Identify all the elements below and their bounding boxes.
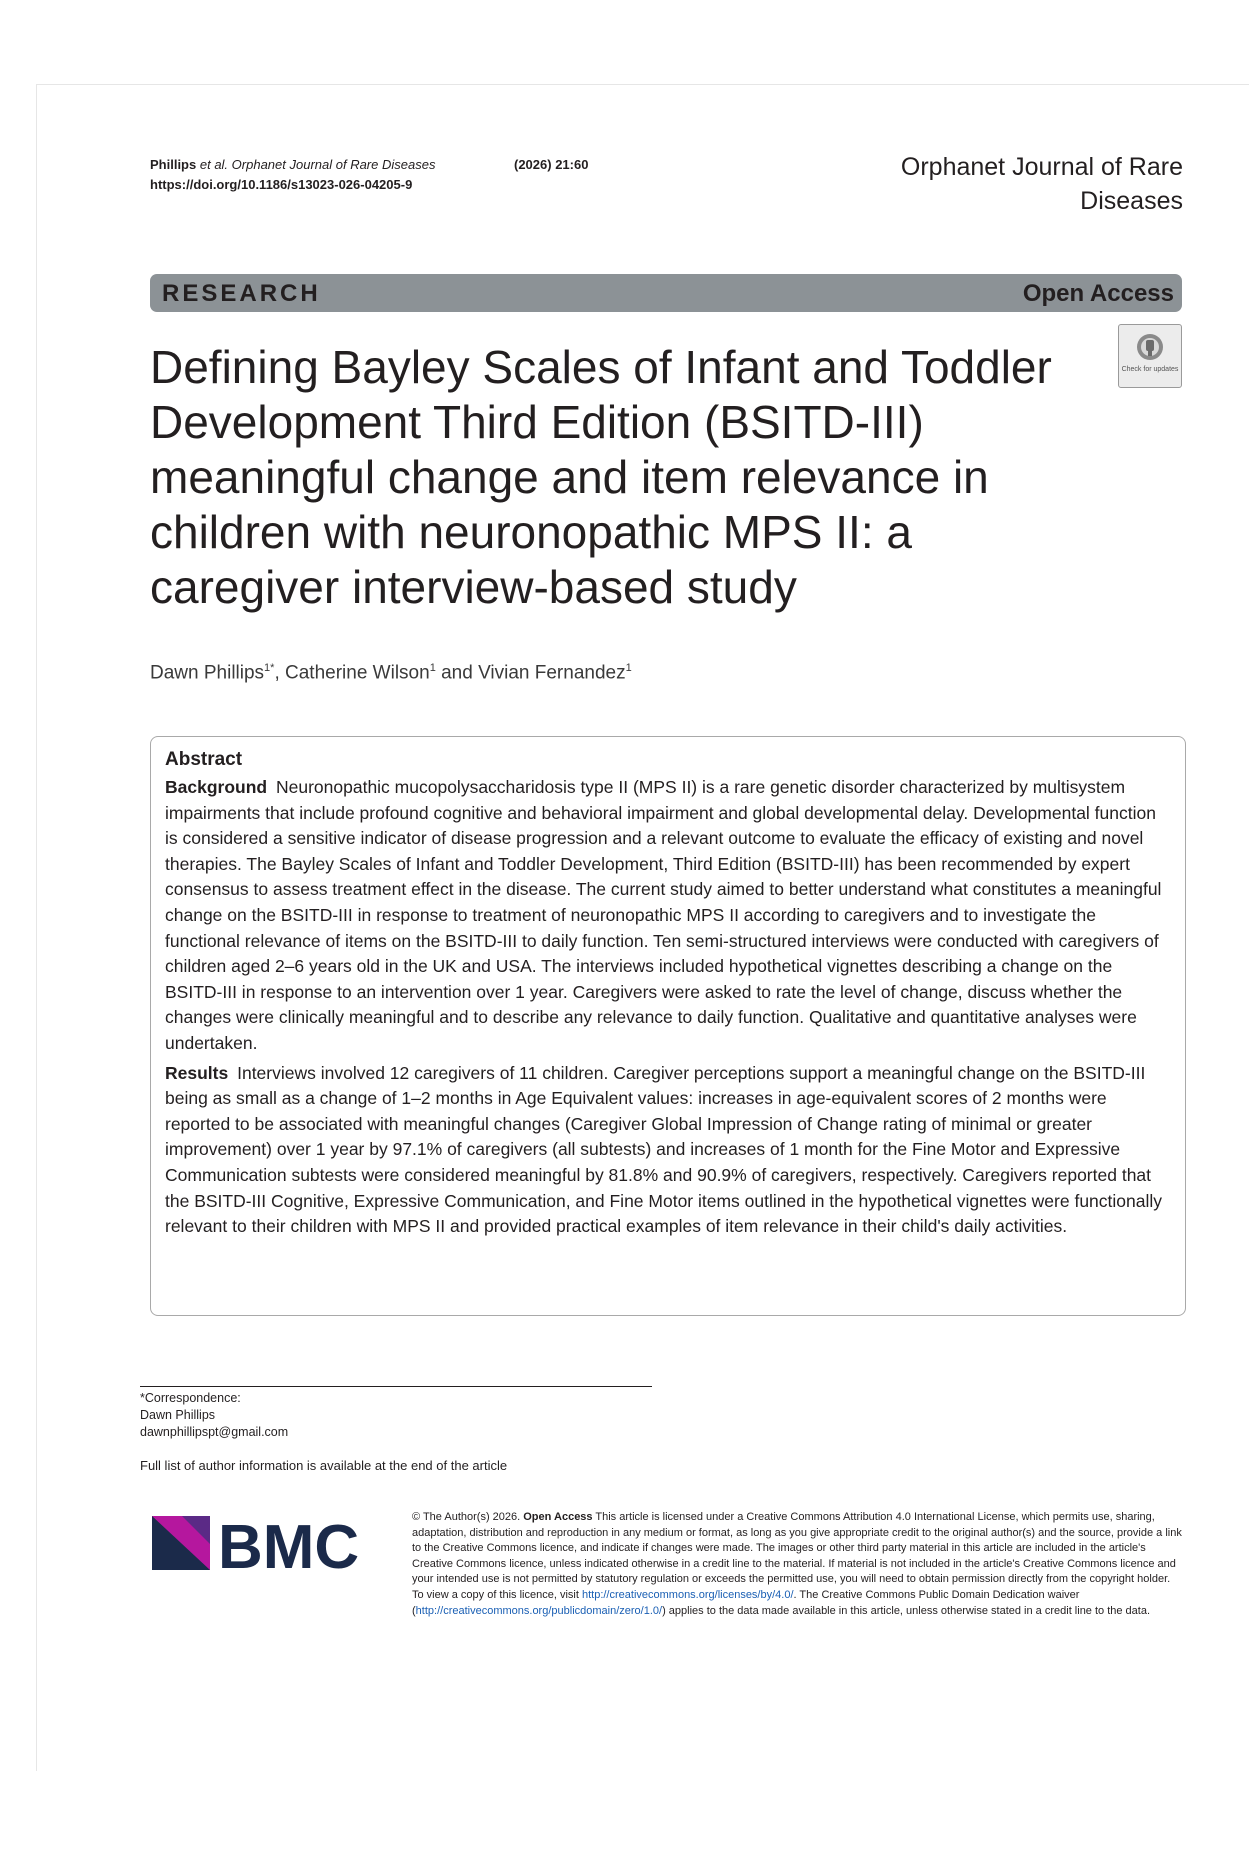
copyright-text: © The Author(s) 2026. [412, 1511, 521, 1523]
open-access-label: Open Access [1022, 280, 1174, 307]
license-statement [412, 1510, 1182, 1619]
results-text: Interviews involved 12 caregivers of 11 children. Caregiver perceptions support a meaningful change on the BSITD-III being as small as a change of 1–2 months in Age Equivalent values: increases in age-equivalent scores of 2 months were reported to be associated with meaningful changes (Caregiver Global Impression of Change rating of minimal or greater improvement) over 1 year by 97.1% of caregivers (all subtests) and increases of 1 month for the Fine Motor and Expressive Communication subtests were considered meaningful by 81.8% and 90.9% of caregivers, respectively. Caregivers reported that the BSITD-III Cognitive, Expressive Communication, and Fine Motor items outlined in the hypothetical vignettes were functionally relevant to their children with MPS II and provided practical examples of item relevance in their child's daily activities. [165, 1062, 1163, 1237]
abstract-box [150, 736, 1186, 1316]
correspondence-block [140, 1390, 288, 1441]
license-text-1: This article is licensed under a Creative Commons Attribution 4.0 International License, which permits use, sharing, adaptation, distribution and reproduction in any medium or format, as long as you give appropriate credit to the original author(s) and the source, provide a link to the Creative Commons licence, and indicate if changes were made. The images or other third party material in this article are included in the article's Creative Commons licence, unless indicated otherwise in a credit line to the material. If material is not included in the article's Creative Commons licence and your intended use is not permitted by statutory regulation or exceeds the permitted use, you will need to obtain permission directly from the copyright holder. To view a copy of this licence, visit [412, 1511, 1182, 1601]
abstract-background [165, 775, 1173, 1057]
abstract-heading: Abstract [165, 749, 243, 770]
footnote-divider [140, 1386, 652, 1387]
author-name[interactable]: Catherine Wilson [285, 662, 430, 684]
license-text-2: . The Creative Commons Public Domain Dedication waiver ( [412, 1588, 1080, 1617]
correspondence-label: *Correspondence: [140, 1391, 241, 1405]
correspondence-name: Dawn Phillips [140, 1408, 216, 1422]
author-info-note: Full list of author information is available at the end of the article [140, 1458, 508, 1473]
article-title: Defining Bayley Scales of Infant and Toddler Development Third Edition (BSITD-III) meaningful change and item relevance in children with neuronopathic MPS II: a caregiver interview-based study [150, 341, 1052, 613]
open-access-label-small: Open Access [523, 1511, 593, 1523]
running-header [150, 155, 589, 195]
doi-link[interactable]: https://doi.org/10.1186/s13023-026-04205-9 [150, 177, 413, 192]
check-for-updates-button[interactable] [1118, 324, 1182, 388]
results-label: Results [165, 1062, 229, 1083]
author-name[interactable]: Dawn Phillips [150, 662, 265, 684]
author-name[interactable]: Vivian Fernandez [478, 662, 626, 684]
journal-name: Orphanet Journal of Rare Diseases [900, 153, 1183, 215]
bmc-logo-icon [152, 1508, 384, 1574]
article-type-banner [150, 274, 1182, 312]
citation-line [150, 155, 589, 175]
check-for-updates-text: Check for updates [1121, 366, 1179, 373]
author-affiliation: 1 [625, 662, 632, 674]
correspondence-email[interactable]: dawnphillipspt@gmail.com [140, 1425, 289, 1439]
citation-authors: Phillips [150, 157, 197, 172]
background-label: Background [165, 777, 268, 797]
author-separator: and [435, 662, 479, 684]
license-link[interactable]: http://creativecommons.org/licenses/by/4.0/ [581, 1588, 794, 1601]
author-affiliation: 1 [429, 662, 436, 674]
background-text: Neuronopathic mucopolysaccharidosis type II (MPS II) is a rare genetic disorder characterized by multisystem impairments that include profound cognitive and behavioral impairment and global developmental delay. Developmental function is considered a sensitive indicator of disease progression and a relevant outcome to evaluate the efficacy of existing and novel therapies. The Bayley Scales of Infant and Toddler Development, Third Edition (BSITD-III) has been recommended by expert consensus to assess treatment effect in the disease. The current study aimed to better understand what constitutes a meaningful change on the BSITD-III in response to treatment of neuronopathic MPS II according to caregivers and to investigate the functional relevance of items on the BSITD-III to daily function. Ten semi-structured interviews were conducted with caregivers of children aged 2–6 years old in the UK and USA. The interviews included hypothetical vignettes describing a change on the BSITD-III in response to an intervention over 1 year. Caregivers were asked to rate the level of change, discuss whether the changes were clinically meaningful and to describe any relevance to daily function. Qualitative and quantitative analyses were undertaken. [165, 777, 1162, 1053]
check-for-updates-icon [1119, 325, 1181, 387]
article-type-label: RESEARCH [162, 280, 321, 307]
author-separator: , [274, 662, 286, 684]
author-affiliation: 1* [264, 662, 275, 674]
waiver-link[interactable]: http://creativecommons.org/publicdomain/zero/1.0/ [415, 1604, 663, 1617]
citation-journal: Orphanet Journal of Rare Diseases [231, 157, 436, 172]
bmc-logo-text: BMC [218, 1513, 360, 1574]
citation-etal: et al. [199, 157, 229, 172]
bmc-logo-mark [152, 1508, 384, 1574]
author-list [150, 662, 632, 684]
citation-volume: (2026) 21:60 [514, 157, 589, 172]
license-text-3: ) applies to the data made available in this article, unless otherwise stated in a credit line to the data. [662, 1604, 1151, 1617]
abstract-results [165, 1061, 1173, 1240]
